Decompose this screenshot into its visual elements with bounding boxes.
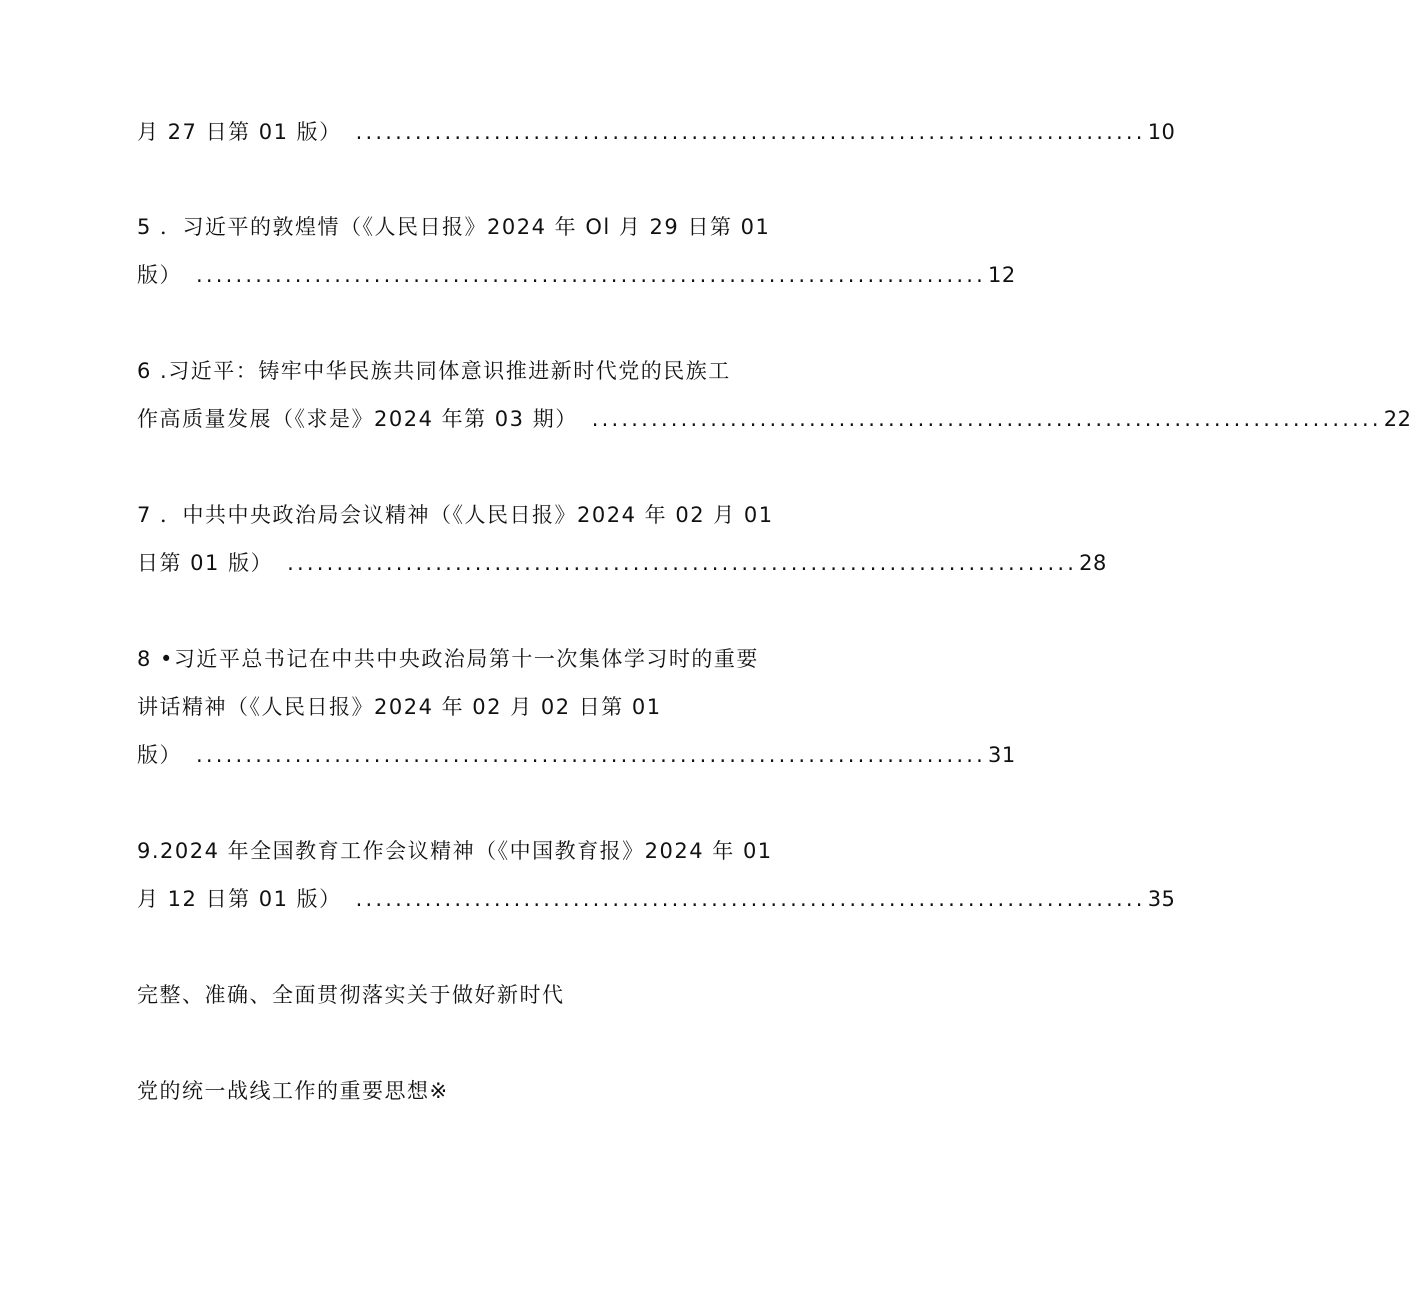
toc-entry-4-last-line [137,117,1176,147]
toc-entry-6-line-1: 6 .习近平：铸牢中华民族共同体意识推进新时代党的民族工 [137,359,731,383]
toc-leader-dots: ................................................................................ [196,743,987,767]
toc-entry-5-last-line [137,260,1016,290]
toc-page-number: 35 [1147,887,1176,911]
toc-entry-9-last-line [137,884,1176,914]
toc-leader-dots: ................................................................................ [196,263,987,287]
toc-entry-8-line-2: 讲话精神（《人民日报》2024 年 02 月 02 日第 01 [137,695,662,719]
toc-entry-text: 版） [137,263,182,287]
toc-entry-5-line-1: 5 ．习近平的敦煌情（《人民日报》2024 年 Ol 月 29 日第 01 [137,215,771,239]
toc-entry-text: 日第 01 版） [137,551,274,575]
toc-page-number: 12 [988,263,1016,287]
toc-leader-dots: ................................................................................ [591,407,1382,431]
toc-leader-dots: ................................................................................ [287,551,1078,575]
toc-entry-7-line-1: 7 ．中共中央政治局会议精神（《人民日报》2024 年 02 月 01 [137,503,774,527]
toc-entry-8-last-line [137,740,1016,770]
toc-page-number: 31 [988,743,1016,767]
toc-entry-6-last-line [137,404,1411,434]
toc-entry-7-last-line [137,548,1107,578]
toc-page-number: 22 [1383,407,1411,431]
section-heading-line-2: 党的统一战线工作的重要思想※ [137,1079,449,1103]
toc-entry-8-line-1: 8 •习近平总书记在中共中央政治局第十一次集体学习时的重要 [137,647,759,671]
toc-entry-text: 月 27 日第 01 版） [137,120,342,144]
toc-page-number: 28 [1079,551,1107,575]
toc-entry-text: 作高质量发展（《求是》2024 年第 03 期） [137,407,578,431]
toc-entry-text: 版） [137,743,182,767]
toc-page-number: 10 [1147,120,1176,144]
toc-leader-dots: ................................................................................ [355,120,1146,144]
toc-entry-9-line-1: 9.2024 年全国教育工作会议精神（《中国教育报》2024 年 01 [137,839,773,863]
toc-leader-dots: ................................................................................ [355,887,1146,911]
section-heading-line-1: 完整、准确、全面贯彻落实关于做好新时代 [137,983,565,1007]
toc-entry-text: 月 12 日第 01 版） [137,887,342,911]
